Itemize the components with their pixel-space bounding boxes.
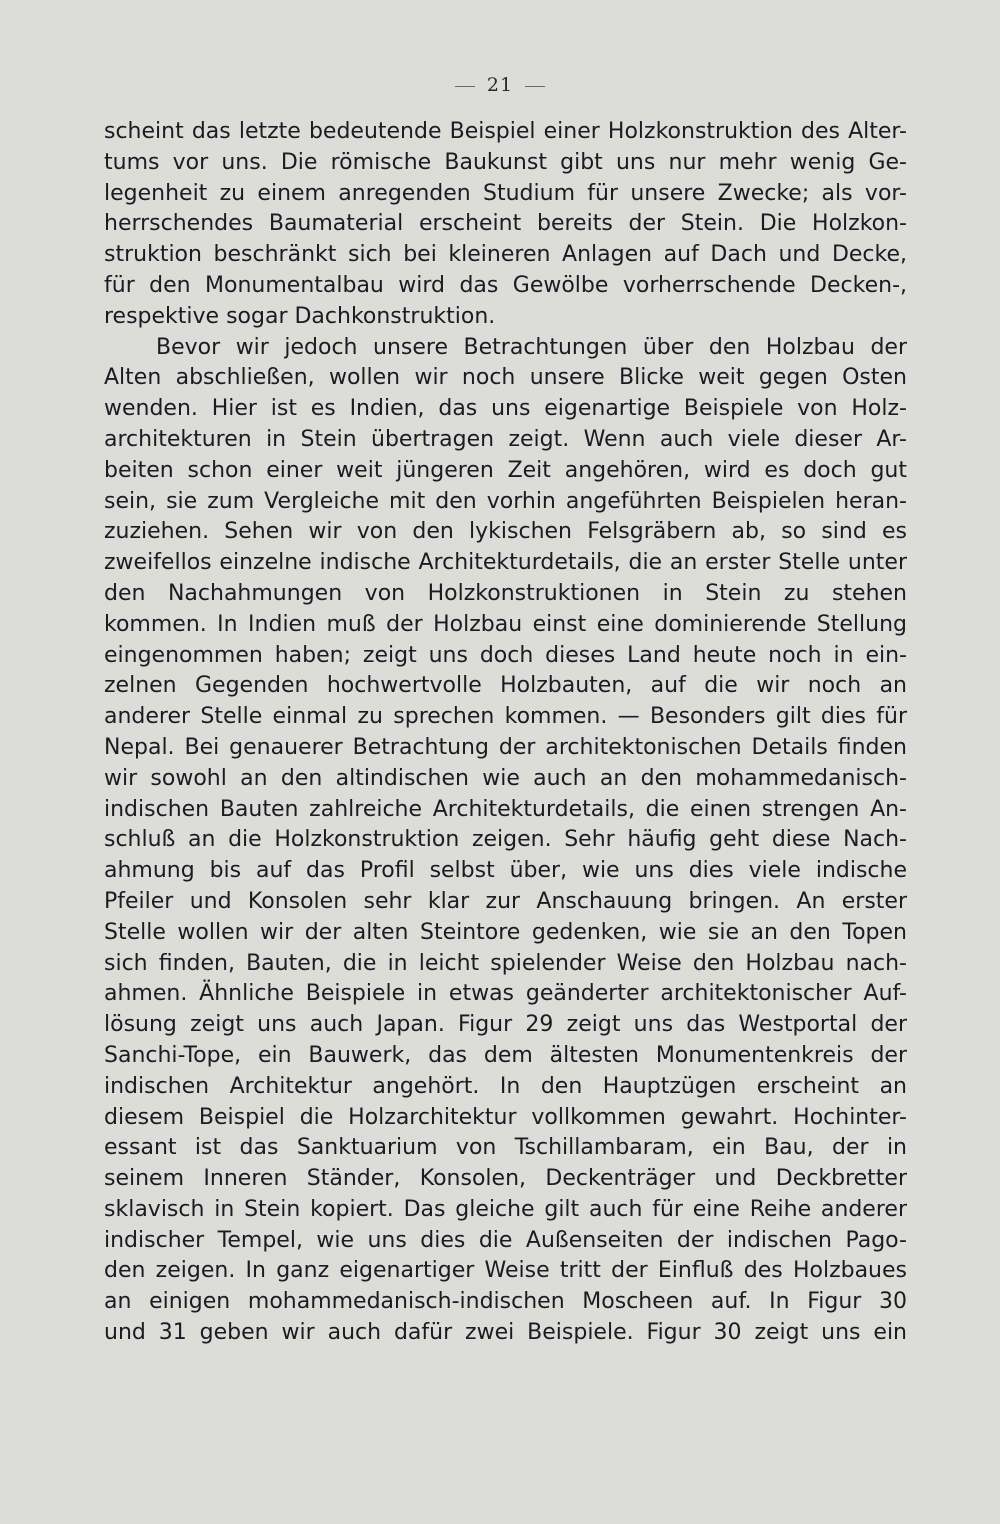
text-line: an einigen mohammedanisch-indischen Moscheen auf. In Figur 30: [104, 1289, 907, 1315]
text-line: herrschendes Baumaterial erscheint bereits der Stein. Die Holzkon-: [104, 211, 907, 237]
text-line: wir sowohl an den altindischen wie auch an den mohammedanisch-: [104, 765, 907, 791]
page-number-header: [0, 74, 1000, 96]
body-text: [104, 117, 907, 1349]
text-line: zweifellos einzelne indische Architekturdetails, die an erster Stelle unter: [104, 550, 907, 576]
text-line: lösung zeigt uns auch Japan. Figur 29 zeigt uns das Westportal der: [104, 1012, 907, 1038]
text-line: beiten schon einer weit jüngeren Zeit angehören, wird es doch gut: [104, 457, 907, 483]
text-line: Pfeiler und Konsolen sehr klar zur Anschauung bringen. An erster: [104, 888, 907, 914]
text-line: anderer Stelle einmal zu sprechen kommen. — Besonders gilt dies für: [104, 704, 907, 730]
text-line: indischen Architektur angehört. In den Hauptzügen erscheint an: [104, 1073, 907, 1099]
text-line: für den Monumentalbau wird das Gewölbe vorherrschende Decken-,: [104, 272, 907, 298]
text-line: Bevor wir jedoch unsere Betrachtungen über den Holzbau der: [156, 334, 907, 360]
text-line: wenden. Hier ist es Indien, das uns eigenartige Beispiele von Holz-: [104, 396, 907, 422]
text-line: kommen. In Indien muß der Holzbau einst eine dominierende Stellung: [104, 611, 907, 637]
text-line: seinem Inneren Ständer, Konsolen, Deckenträger und Deckbretter: [104, 1166, 907, 1192]
right-dash: [525, 86, 545, 87]
text-line: Sanchi-Tope, ein Bauwerk, das dem ältesten Monumentenkreis der: [104, 1042, 907, 1068]
text-line: eingenommen haben; zeigt uns doch dieses Land heute noch in ein-: [104, 642, 907, 668]
text-line: indischer Tempel, wie uns dies die Außenseiten der indischen Pago-: [104, 1227, 907, 1253]
text-line: den Nachahmungen von Holzkonstruktionen in Stein zu stehen: [104, 580, 907, 606]
text-line: Alten abschließen, wollen wir noch unsere Blicke weit gegen Osten: [104, 365, 907, 391]
text-line: Nepal. Bei genauerer Betrachtung der architektonischen Details finden: [104, 734, 907, 760]
text-line: sklavisch in Stein kopiert. Das gleiche gilt auch für eine Reihe anderer: [104, 1196, 907, 1222]
text-line: ahmung bis auf das Profil selbst über, wie uns dies viele indische: [104, 858, 907, 884]
text-line: schluß an die Holzkonstruktion zeigen. Sehr häufig geht diese Nach-: [104, 827, 907, 853]
text-line: respektive sogar Dachkonstruktion.: [104, 303, 496, 329]
text-line: legenheit zu einem anregenden Studium für unsere Zwecke; als vor-: [104, 180, 907, 206]
text-line: indischen Bauten zahlreiche Architekturdetails, die einen strengen An-: [104, 796, 907, 822]
text-line: den zeigen. In ganz eigenartiger Weise tritt der Einfluß des Holzbaues: [104, 1258, 907, 1284]
text-line: struktion beschränkt sich bei kleineren Anlagen auf Dach und Decke,: [104, 242, 907, 268]
text-line: sich finden, Bauten, die in leicht spielender Weise den Holzbau nach-: [104, 950, 907, 976]
text-line: architekturen in Stein übertragen zeigt. Wenn auch viele dieser Ar-: [104, 426, 907, 452]
text-line: essant ist das Sanktuarium von Tschillambaram, ein Bau, der in: [104, 1135, 907, 1161]
text-line: ahmen. Ähnliche Beispiele in etwas geänderter architektonischer Auf-: [104, 981, 907, 1007]
text-line: zuziehen. Sehen wir von den lykischen Felsgräbern ab, so sind es: [104, 519, 907, 545]
page-number: 21: [486, 74, 514, 96]
text-line: Stelle wollen wir der alten Steintore gedenken, wie sie an den Topen: [104, 919, 907, 945]
text-line: sein, sie zum Vergleiche mit den vorhin angeführten Beispielen heran-: [104, 488, 907, 514]
text-line: und 31 geben wir auch dafür zwei Beispiele. Figur 30 zeigt uns ein: [104, 1320, 907, 1346]
text-line: tums vor uns. Die römische Baukunst gibt uns nur mehr wenig Ge-: [104, 149, 907, 175]
text-line: diesem Beispiel die Holzarchitektur vollkommen gewahrt. Hochinter-: [104, 1104, 907, 1130]
left-dash: [455, 86, 475, 87]
text-line: zelnen Gegenden hochwertvolle Holzbauten, auf die wir noch an: [104, 673, 907, 699]
text-line: scheint das letzte bedeutende Beispiel einer Holzkonstruktion des Alter-: [104, 119, 907, 144]
